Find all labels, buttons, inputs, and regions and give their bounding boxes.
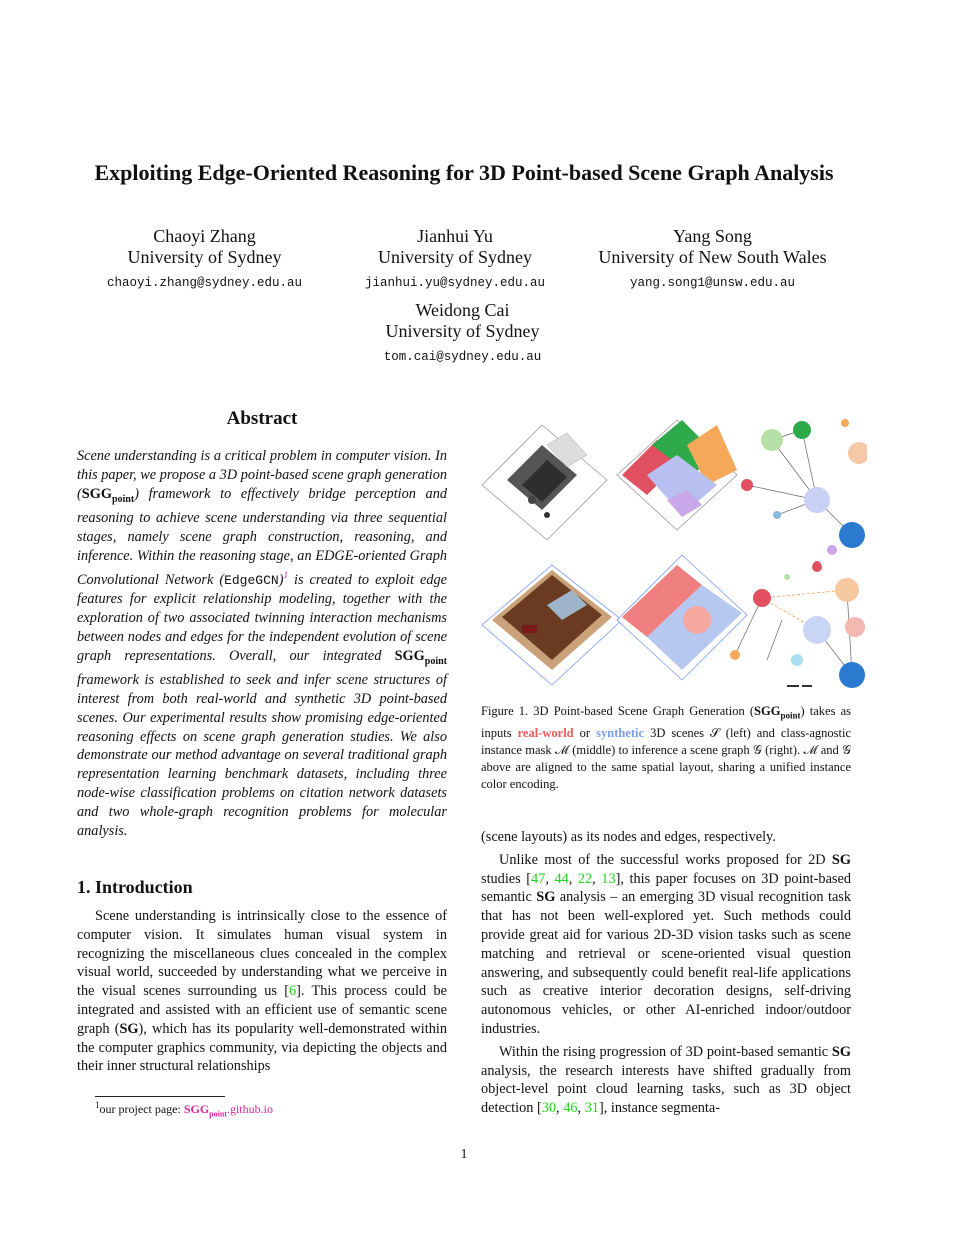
author-email: jianhui.yu@sydney.edu.au	[364, 276, 546, 290]
citation-link[interactable]: 44	[554, 870, 569, 887]
author-block	[585, 226, 840, 294]
paper-title: Exploiting Edge-Oriented Reasoning for 3D Point-based Scene Graph Analysis	[94, 160, 834, 185]
scene-graph-bottom	[730, 561, 865, 688]
section-heading: 1. Introduction	[77, 877, 193, 897]
edgegcn-term: EdgeGCN	[224, 572, 279, 588]
citation-link[interactable]: 6	[289, 983, 297, 1000]
scene-synthetic-mask	[617, 555, 747, 680]
author-name: Chaoyi Zhang	[153, 226, 256, 246]
author-email: yang.song1@unsw.edu.au	[629, 276, 796, 290]
footnote-divider	[95, 1096, 225, 1097]
right-column-text	[481, 828, 851, 1118]
project-page-link[interactable]: $SGG_{point}.github.io$	[183, 1102, 273, 1119]
scene-real-mask	[617, 420, 737, 530]
citation-link[interactable]: 47	[531, 870, 546, 887]
author-affiliation: University of Sydney	[127, 247, 282, 267]
author-affiliation: University of Sydney	[385, 321, 540, 341]
scene-real-top	[482, 425, 607, 540]
sgg-term: $SGG_{point}$	[394, 647, 447, 667]
citation-link[interactable]: 30	[541, 1100, 557, 1117]
footnote: $^1$our project page: $SGG_{point}.github.io$	[95, 1100, 273, 1119]
synthetic-label: synthetic	[596, 725, 645, 740]
paragraph: Unlike most of the successful works proposed for 2D SG studies [47, 44, 22, 13], this paper focuses on 3D point-based semantic SG analysis – an emerging 3D visual recognition task that has not been well-explored yet. Such methods could provide great aid for various 2D-3D vision tasks such as scene matching and retrieval or scene-oriented visual question answering, and subsequently could benefit real-life applications such as creative interior decoration designs, self-driving autonomous vehicles, or other AI-enriched indoor/outdoor industries.	[481, 851, 851, 1037]
citation-link[interactable]: 31	[584, 1100, 599, 1117]
sgg-term: $SGG_{point}$	[81, 485, 135, 505]
citation-link[interactable]: 13	[601, 870, 616, 887]
paragraph: Within the rising progression of 3D point-based semantic SG analysis, the research interests have shifted gradually from object-level point cloud learning tasks, such as 3D object detection [30, 46, 31], instance segmenta-	[481, 1043, 851, 1117]
abstract-heading: Abstract	[226, 408, 298, 429]
paragraph: (scene layouts) as its nodes and edges, respectively.	[481, 829, 776, 845]
author-block	[335, 300, 590, 368]
page-number: 1	[460, 1147, 468, 1162]
author-name: Jianhui Yu	[417, 226, 493, 246]
author-affiliation: University of New South Wales	[598, 247, 827, 267]
citation-link[interactable]: 22	[577, 870, 593, 887]
figure-1-image	[477, 405, 867, 700]
intro-text: Scene understanding is intrinsically close to the essence of computer vision. It simulates human visual system in recognizing the miscellaneous clues concealed in the complex visual world, succeeded by understanding what we perceive in the visual scenes surrounding us [6]. This process could be integrated and assisted with an efficient use of semantic scene graph (SG), which has its popularity well-demonstrated within the computer graphics community, via depicting the objects and their inner structural relationships	[77, 908, 447, 1075]
figure-1-caption: Figure 1. 3D Point-based Scene Graph Generation $(SGG_{point})$ takes as inputs real-world or synthetic 3D scenes 𝒮 (left) and class-agnostic instance mask ℳ (middle) to inference a scene graph 𝒢 (right). ℳ and 𝒢 above are aligned to the same spatial layout, sharing a unified instance color encoding.	[481, 704, 851, 791]
author-email: tom.cai@sydney.edu.au	[383, 350, 542, 364]
author-email: chaoyi.zhang@sydney.edu.au	[106, 276, 303, 290]
scene-synthetic-bottom	[482, 565, 622, 685]
citation-link[interactable]: 46	[563, 1100, 578, 1117]
abstract-text: Scene understanding is a critical problem in computer vision. In this paper, we propose a 3D point-based scene graph generation $(SGG_{point})$ framework to effectively bridge perception and reasoning to achieve scene understanding via three sequential stages, namely scene graph construction, reasoning, and inference. Within the reasoning stage, an EDGE-oriented Graph Convolutional Network (EdgeGCN)$^1$ is created to exploit edge features for explicit relationship modeling, together with the exploration of two associated twinning interaction mechanisms between nodes and edges for the independent evolution of scene graph representations. Overall, our integrated $SGG_{point}$ framework is established to seek and infer scene structures of interest from both real-world and synthetic 3D point-based scenes. Our experimental results show promising edge-oriented reasoning effects on scene graph generation studies. We also demonstrate our method advantage on several traditional graph representation learning benchmark datasets, including three node-wise classification problems on citation network datasets and two whole-graph recognition problems for molecular analysis.	[77, 448, 447, 839]
author-block	[77, 226, 332, 294]
author-name: Weidong Cai	[415, 300, 510, 320]
scene-graph-top	[741, 419, 867, 572]
footnote-link[interactable]: 1	[283, 569, 288, 580]
author-name: Yang Song	[673, 226, 752, 246]
author-block	[335, 226, 575, 294]
author-affiliation: University of Sydney	[378, 247, 532, 267]
real-world-label: real-world	[517, 725, 574, 740]
